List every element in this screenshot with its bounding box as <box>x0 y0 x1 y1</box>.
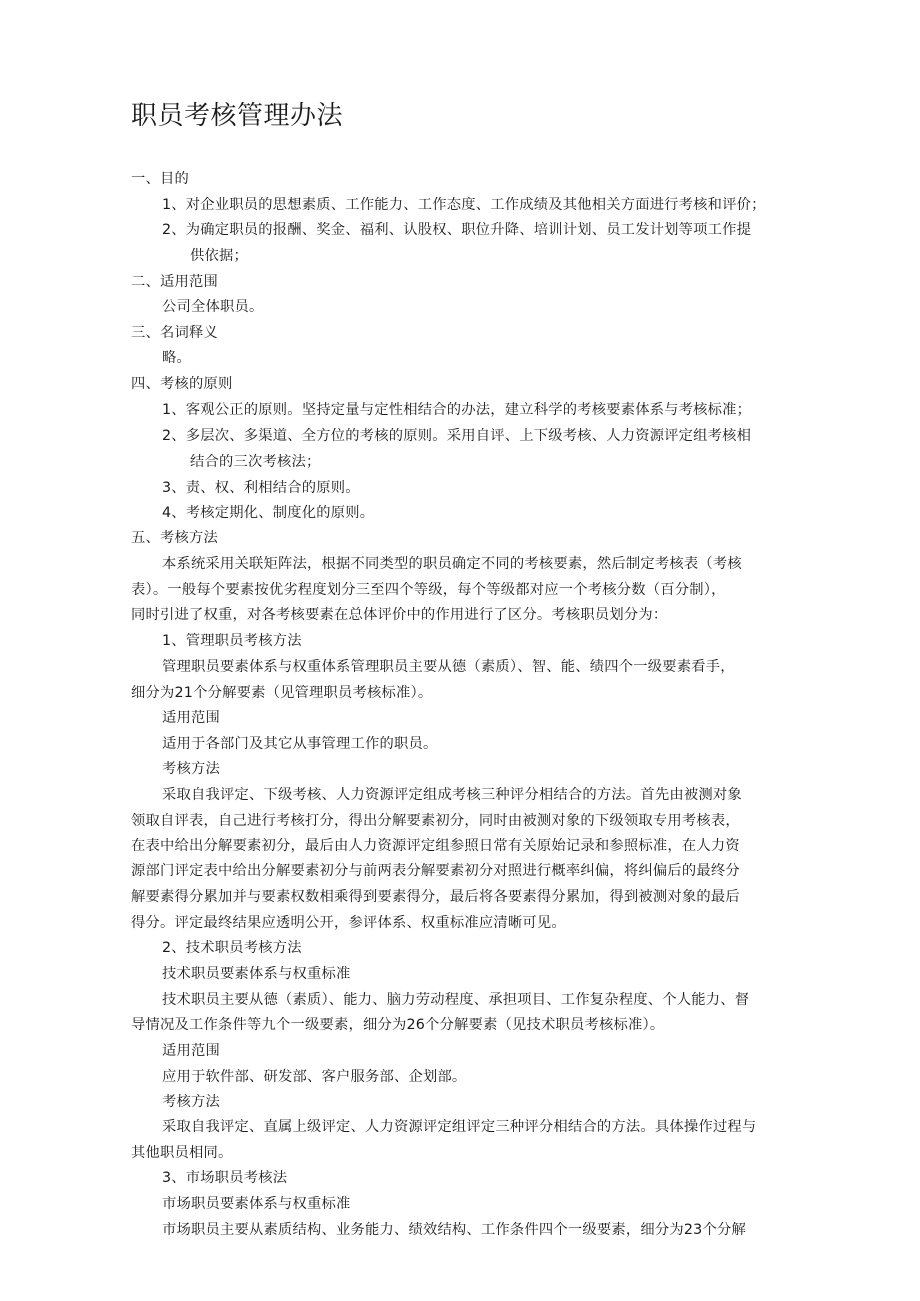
text-line: 1、客观公正的原则。坚持定量与定性相结合的办法，建立科学的考核要素体系与考核标准； <box>162 402 752 418</box>
text-line: 市场职员主要从素质结构、业务能力、绩效结构、工作条件四个一级要素，细分为23个分解 <box>162 1222 746 1238</box>
text-line: 3、责、权、利相结合的原则。 <box>162 480 360 496</box>
text-line: 2、多层次、多渠道、全方位的考核的原则。采用自评、上下级考核、人力资源评定组考核相 <box>162 428 752 444</box>
text-line: 适用于各部门及其它从事管理工作的职员。 <box>162 736 438 752</box>
text-line: 2、为确定职员的报酬、奖金、福利、认股权、职位升降、培训计划、员工发计划等项工作提 <box>162 222 752 238</box>
document-title: 职员考核管理办法 <box>131 101 344 131</box>
text-line: 1、对企业职员的思想素质、工作能力、工作态度、工作成绩及其他相关方面进行考核和评价； <box>162 197 766 213</box>
text-line: 结合的三次考核法； <box>190 454 321 470</box>
subsection-heading: 3、市场职员考核法 <box>162 1170 288 1186</box>
text-line: 领取自评表，自己进行考核打分，得出分解要素初分，同时由被测对象的下级领取专用考核表， <box>131 813 740 829</box>
section-heading-principles: 四、考核的原则 <box>131 376 233 392</box>
text-line: 其他职员相同。 <box>131 1145 233 1161</box>
text-line: 本系统采用关联矩阵法，根据不同类型的职员确定不同的考核要素，然后制定考核表（考核 <box>162 556 742 572</box>
text-line: 适用范围 <box>162 1043 220 1059</box>
text-line: 得分。评定最终结果应透明公开，参评体系、权重标准应清晰可见。 <box>131 915 566 931</box>
text-line: 略。 <box>162 350 191 366</box>
text-line: 细分为21个分解要素（见管理职员考核标准）。 <box>131 685 433 701</box>
text-line: 公司全体职员。 <box>162 299 264 315</box>
subsection-heading: 2、技术职员考核方法 <box>162 940 302 956</box>
text-line: 采取自我评定、下级考核、人力资源评定组成考核三种评分相结合的方法。首先由被测对象 <box>162 787 742 803</box>
section-heading-methods: 五、考核方法 <box>131 530 218 546</box>
text-line: 同时引进了权重，对各考核要素在总体评价中的作用进行了区分。考核职员划分为： <box>131 607 668 623</box>
text-line: 解要素得分累加并与要素权数相乘得到要素得分，最后将各要素得分累加，得到被测对象的最后 <box>131 889 740 905</box>
text-line: 技术职员主要从德（素质）、能力、脑力劳动程度、承担项目、工作复杂程度、个人能力、督 <box>162 992 750 1008</box>
section-heading-definitions: 三、名词释义 <box>131 325 218 341</box>
text-line: 4、考核定期化、制度化的原则。 <box>162 505 375 521</box>
text-line: 源部门评定表中给出分解要素初分与前两表分解要素初分对照进行概率纠偏，将纠偏后的最终分 <box>131 863 740 879</box>
section-heading-scope: 二、适用范围 <box>131 274 218 290</box>
text-line: 适用范围 <box>162 710 220 726</box>
text-line: 管理职员要素体系与权重体系管理职员主要从德（素质）、智、能、绩四个一级要素看手， <box>162 659 735 675</box>
text-line: 应用于软件部、研发部、客户服务部、企划部。 <box>162 1069 467 1085</box>
text-line: 导情况及工作条件等九个一级要素，细分为26个分解要素（见技术职员考核标准）。 <box>131 1017 665 1033</box>
text-line: 采取自我评定、直属上级评定、人力资源评定组评定三种评分相结合的方法。具体操作过程与 <box>162 1119 757 1135</box>
text-line: 市场职员要素体系与权重标准 <box>162 1196 351 1212</box>
text-line: 考核方法 <box>162 761 220 777</box>
text-line: 技术职员要素体系与权重标准 <box>162 966 351 982</box>
subsection-heading: 1、管理职员考核方法 <box>162 633 302 649</box>
text-line: 供依据； <box>190 248 248 264</box>
text-line: 在表中给出分解要素初分，最后由人力资源评定组参照日常有关原始记录和参照标准，在人力资 <box>131 838 740 854</box>
text-line: 考核方法 <box>162 1094 220 1110</box>
section-heading-purpose: 一、目的 <box>131 171 189 187</box>
text-line: 表）。一般每个要素按优劣程度划分三至四个等级，每个等级都对应一个考核分数（百分制）， <box>131 582 726 598</box>
